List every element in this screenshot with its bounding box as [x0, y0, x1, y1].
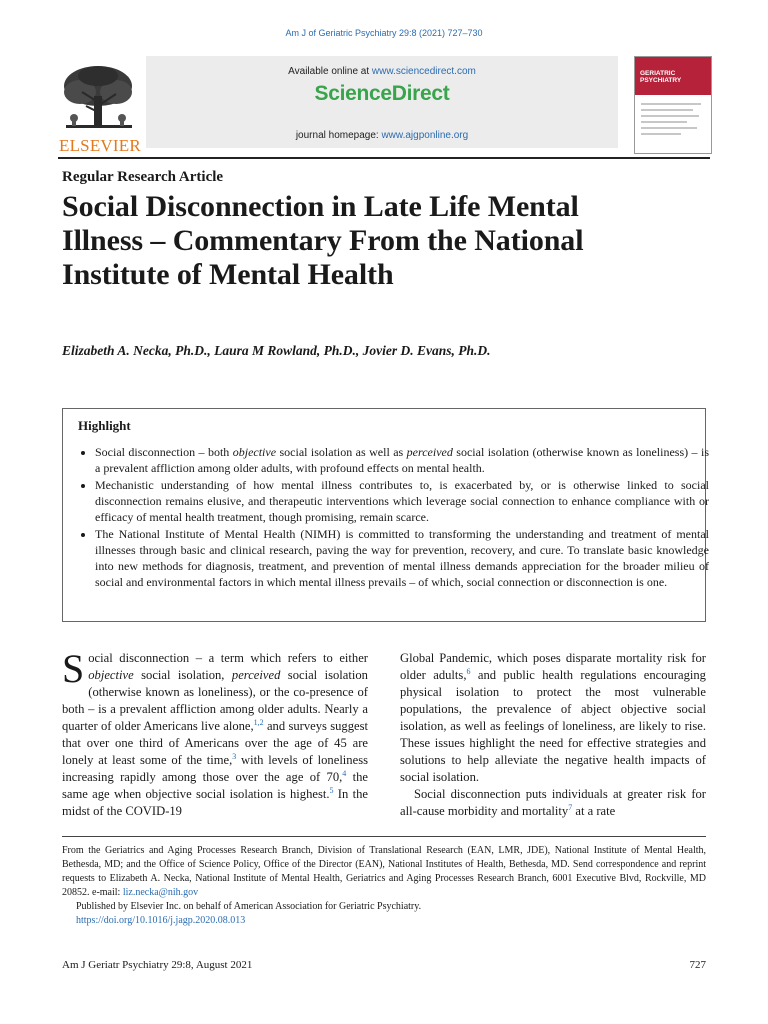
doi-link[interactable]: https://doi.org/10.1016/j.jagp.2020.08.013: [76, 915, 246, 926]
journal-cover-thumbnail[interactable]: [634, 56, 712, 154]
citation-ref[interactable]: 6: [466, 667, 471, 676]
email-link[interactable]: liz.necka@nih.gov: [122, 887, 199, 898]
text-run: with levels of loneliness increasing rapidly among those over the age of 70,: [62, 753, 368, 784]
affiliation-footnote: [62, 844, 706, 928]
text-run: Mechanistic understanding of how mental illness contributes to, is exacerbated by, or is otherwise linked to social disconnection remains elusive, and therapeutic interventions which leverage social connection to enhance compliance with or efficacy of mental health treatment, though promising, remain scarce.: [95, 478, 709, 524]
body-paragraph: [62, 646, 368, 820]
citation-ref[interactable]: 1,2: [253, 718, 264, 727]
available-prefix: Available online at: [288, 66, 372, 77]
italic-term: perceived: [231, 668, 281, 682]
italic-term: objective: [232, 445, 277, 459]
italic-term: perceived: [406, 445, 453, 459]
sciencedirect-box: [146, 56, 618, 148]
text-run: at a rate: [572, 804, 616, 818]
text-run: the same age when objective social isolation is highest.: [62, 770, 368, 801]
header-divider: [58, 157, 710, 159]
cover-title: GERIATRIC PSYCHIATRY: [640, 70, 682, 84]
text-run: Global Pandemic, which poses disparate mortality risk for older adults,: [400, 651, 706, 682]
highlight-item: [95, 444, 709, 476]
affiliation-text: From the Geriatrics and Aging Processes Research Branch, Division of Translational Research (EAN, LMR, JDE), National Institute of Mental Health, Bethesda, MD; and the Office of Science Policy, Office of the Director (EAN), National Institutes of Health, Bethesda, MD. Send correspondence and reprint requests to Elizabeth A. Necka, National Institute of Mental Health, Geriatrics and Aging Processes Research Branch, 6001 Executive Blvd, Rockville, MD 20852. e-mail: liz.necka@nih.gov: [62, 845, 706, 898]
journal-header: [58, 56, 710, 156]
citation-ref[interactable]: 3: [232, 752, 237, 761]
highlight-list: [81, 444, 709, 591]
elsevier-logo: [58, 62, 140, 154]
publisher-name: ELSEVIER: [59, 136, 141, 155]
text-run: The National Institute of Mental Health (NIMH) is committed to transforming the understanding and treatment of mental illnesses through basic and clinical research, paving the way for prevention, recovery, and cure. To translate basic knowledge into new methods for diagnosis, treatment, and prevention of mental illness demands appreciation for the broader milieu of social and environmental factors in which mental illness prevails – of which, social connection or disconnection is one.: [95, 527, 709, 589]
publisher-statement: Published by Elsevier Inc. on behalf of American Association for Geriatric Psychiatry.: [76, 901, 422, 912]
text-run: ocial disconnection – a term which refers to either: [88, 651, 368, 665]
highlight-box: [62, 408, 709, 622]
journal-citation: Am J Geriatr Psychiatry 29:8, August 2021: [62, 959, 253, 971]
article-title: Social Disconnection in Late Life Mental Illness – Commentary From the National Institute of Mental Health: [62, 190, 584, 291]
text-run: In the midst of the COVID-19: [62, 787, 368, 818]
text-run: social isolation,: [133, 668, 232, 682]
journal-homepage: [146, 130, 618, 141]
footnote-divider: [62, 836, 706, 837]
text-run: social isolation (otherwise known as loneliness) – is a prevalent affliction among older adults, with profound effects on mental health.: [95, 445, 709, 475]
article-type: Regular Research Article: [62, 169, 224, 185]
text-run: Social disconnection puts individuals at greater risk for all-cause morbidity and mortality: [400, 787, 706, 818]
elsevier-tree-icon: [58, 62, 140, 134]
citation-ref[interactable]: 4: [342, 769, 347, 778]
page-number: 727: [689, 959, 706, 971]
homepage-prefix: journal homepage:: [295, 130, 382, 141]
text-run: Social disconnection – both: [95, 445, 233, 459]
highlight-item: [95, 477, 709, 525]
sciencedirect-brand: ScienceDirect: [314, 82, 450, 105]
body-paragraph: [400, 786, 706, 820]
body-paragraph: [400, 650, 706, 786]
sciencedirect-link[interactable]: www.sciencedirect.com: [371, 66, 476, 77]
text-run: and public health regulations encouraging physical isolation to protect the most vulnerable populations, the prevalence of abject objective social isolation, as well as feelings of loneliness, are likely to rise. These issues highlight the need for effective strategies and solutions to help alleviate the negative health impacts of social isolation.: [400, 668, 706, 784]
italic-term: objective: [88, 668, 134, 682]
drop-cap: S: [62, 646, 85, 691]
citation-ref[interactable]: 5: [329, 786, 334, 795]
text-run: social isolation as well as: [276, 445, 407, 459]
highlight-heading: Highlight: [78, 418, 131, 433]
text-run: social isolation (otherwise known as loneliness), or the co-presence of both – is a prevalent affliction among older adults. Nearly a quarter of older Americans live alone,: [62, 668, 368, 733]
running-head: Am J of Geriatric Psychiatry 29:8 (2021) 727–730: [285, 28, 483, 38]
body-text: [62, 646, 368, 818]
journal-homepage-link[interactable]: www.ajgponline.org: [381, 130, 469, 141]
citation-ref[interactable]: 7: [568, 803, 573, 812]
text-run: and surveys suggest that over one third of Americans over the age of 45 are lonely at least some of the time,: [62, 719, 368, 767]
author-list: Elizabeth A. Necka, Ph.D., Laura M Rowland, Ph.D., Jovier D. Evans, Ph.D.: [62, 343, 491, 358]
highlight-item: [95, 526, 709, 590]
body-column-right: [400, 650, 706, 820]
body-column-left: [62, 646, 368, 820]
available-online: [146, 66, 618, 77]
